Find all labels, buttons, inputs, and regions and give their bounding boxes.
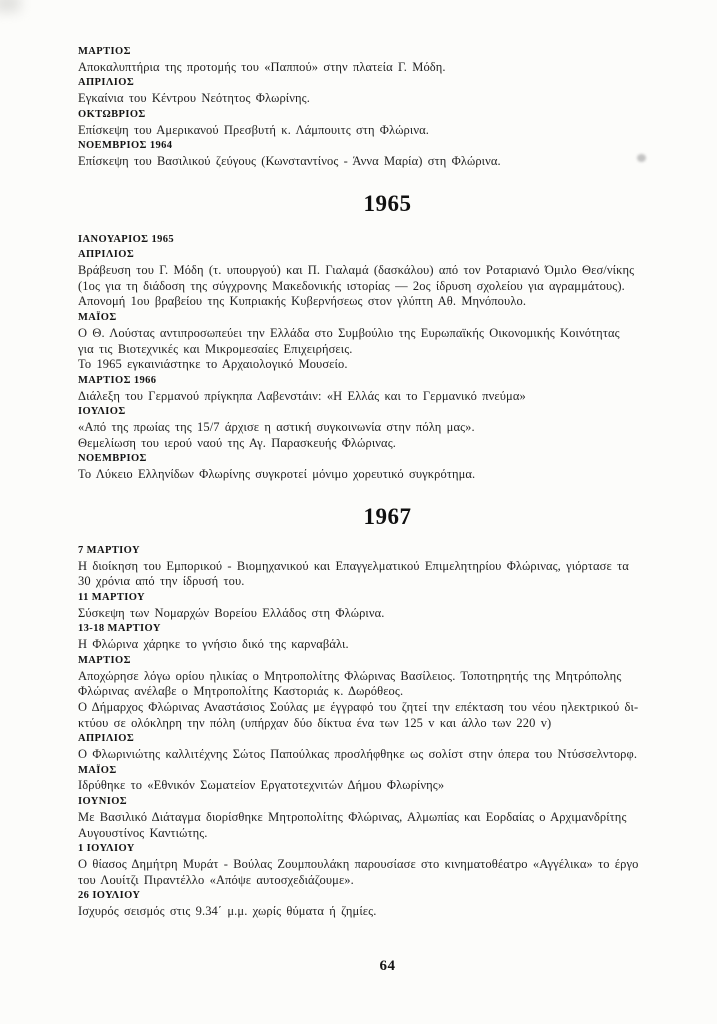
month-heading: 1 ΙΟΥΛΙΟΥ — [78, 843, 135, 855]
entry-line: 30 χρόνια από την ίδρυσή του. — [78, 574, 245, 589]
month-heading: ΙΟΥΛΙΟΣ — [78, 406, 126, 418]
entry-line: Εγκαίνια του Κέντρου Νεότητος Φλωρίνης. — [78, 91, 310, 106]
scan-artifact-dot — [637, 154, 646, 162]
entry-line: Ο Δήμαρχος Φλώρινας Αναστάσιος Σούλας με έγγραφό του ζητεί την επέκταση του νέου ηλεκτρικού δι- — [78, 699, 639, 714]
month-heading: ΜΑΡΤΙΟΣ — [78, 654, 131, 666]
month-heading: ΜΑΡΤΙΟΣ — [78, 46, 131, 57]
month-heading: ΝΟΕΜΒΡΙΟΣ — [78, 453, 147, 465]
month-heading: ΝΟΕΜΒΡΙΟΣ 1964 — [78, 140, 173, 152]
month-heading: 11 ΜΑΡΤΙΟΥ — [78, 591, 146, 603]
month-heading: ΙΟΥΝΙΟΣ — [78, 796, 128, 808]
month-heading: ΜΑΡΤΙΟΣ 1966 — [78, 374, 157, 386]
month-heading: ΟΚΤΩΒΡΙΟΣ — [78, 108, 146, 120]
entry-line: Η Φλώρινα χάρηκε το γνήσιο δικό της καρναβάλι. — [78, 637, 349, 652]
month-heading: ΑΠΡΙΛΙΟΣ — [78, 77, 135, 89]
entry-line: Με Βασιλικό Διάταγμα διορίσθηκε Μητροπολίτης Φλώρινας, Αλμωπίας και Εορδαίας ο Αρχιμανδρίτης — [78, 809, 627, 824]
entry-line: του Λουίτζι Πιραντέλλο «Απόψε αυτοσχεδιάζουμε». — [78, 872, 354, 887]
entry-line: Ο Θ. Λούστας αντιπροσωπεύει την Ελλάδα στο Συμβούλιο της Ευρωπαϊκής Οικονομικής Κοινότητας — [78, 325, 620, 340]
month-heading: ΑΠΡΙΛΙΟΣ — [78, 733, 135, 745]
entry-line: «Από της πρωίας της 15/7 άρχισε η αστική συγκοινωνία στην πόλη μας». — [78, 420, 475, 435]
month-heading: ΙΑΝΟΥΑΡΙΟΣ 1965 — [78, 233, 175, 245]
chronology-section-1965 — [78, 232, 697, 483]
entry-line: Βράβευση του Γ. Μόδη (τ. υπουργού) και Π. Γιαλαμά (δασκάλου) από τον Ροταριανό Όμιλο Θεσ/νίκης — [78, 263, 635, 278]
month-heading: ΜΑΪΟΣ — [78, 764, 117, 776]
entry-line: Διάλεξη του Γερμανού πρίγκηπα Λαβενστάιν: «Η Ελλάς και το Γερμανικό πνεύμα» — [78, 388, 526, 403]
entry-line: Φλώρινας ανέλαβε ο Μητροπολίτης Καστοριάς κ. Δωρόθεος. — [78, 684, 404, 699]
entry-line: κτύου σε ολόκληρη την πόλη (υπήρχαν δύο δίκτυα ένα των 125 v και άλλο των 220 v) — [78, 715, 552, 730]
entry-line: Θεμελίωση του ιερού ναού της Αγ. Παρασκευής Φλώρινας. — [78, 435, 396, 450]
chronology-section-1967 — [78, 543, 697, 920]
month-heading: ΜΑΪΟΣ — [78, 312, 117, 324]
entry-line: Ισχυρός σεισμός στις 9.34΄ μ.μ. χωρίς θύματα ή ζημίες. — [78, 904, 377, 919]
entry-line: Επίσκεψη του Βασιλικού ζεύγους (Κωνσταντίνος - Άννα Μαρία) στη Φλώρινα. — [78, 153, 501, 168]
entry-line: Επίσκεψη του Αμερικανού Πρεσβυτή κ. Λάμπουιτς στη Φλώρινα. — [78, 122, 429, 137]
entry-line: Αποχώρησε λόγω ορίου ηλικίας ο Μητροπολίτης Φλώρινας Βασίλειος. Τοποτηρητής της Μητρόπολης — [78, 668, 622, 683]
entry-line: Το Λύκειο Ελληνίδων Φλωρίνης συγκροτεί μόνιμο χορευτικό συγκρότημα. — [78, 467, 476, 482]
entry-line: Ο Φλωρινιώτης καλλιτέχνης Σώτος Παπούλκας προσλήφθηκε ως σολίστ στην όπερα του Ντύσσελντορφ. — [78, 747, 638, 762]
chronology-section-1964 — [78, 44, 697, 170]
entry-line: Σύσκεψη των Νομαρχών Βορείου Ελλάδος στη Φλώρινα. — [78, 605, 385, 620]
year-heading-1965: 1965 — [363, 190, 412, 216]
entry-line: Ο θίασος Δημήτρη Μυράτ - Βούλας Ζουμπουλάκη παρουσίασε στο κινηματοθέατρο «Αγγέλικα» το έργο — [78, 856, 639, 871]
entry-line: Το 1965 εγκαινιάστηκε το Αρχαιολογικό Μουσείο. — [78, 357, 348, 372]
month-heading: 13-18 ΜΑΡΤΙΟΥ — [78, 623, 161, 635]
entry-line: Απονομή 1ου βραβείου της Κυπριακής Κυβερνήσεως στον γλύπτη Αθ. Μηνόπουλο. — [78, 294, 527, 309]
entry-line: Αποκαλυπτήρια της προτομής του «Παππού» στην πλατεία Γ. Μόδη. — [78, 59, 446, 74]
scan-artifact-corner — [0, 0, 20, 12]
page-number: 64 — [379, 957, 396, 974]
month-heading: ΑΠΡΙΛΙΟΣ — [78, 249, 135, 261]
entry-line: Ιδρύθηκε το «Εθνικόν Σωματείον Εργατοτεχνιτών Δήμου Φλωρίνης» — [78, 778, 445, 793]
entry-line: (1ος για τη διάδοση της σύγχρονης Μακεδονικής ιστορίας — 2ος ίδρυση σχολείου για αγραμμάτους). — [78, 278, 625, 293]
month-heading: 7 ΜΑΡΤΙΟΥ — [78, 544, 140, 556]
entry-line: Η διοίκηση του Εμπορικού - Βιομηχανικού και Επαγγελματικού Επιμελητηρίου Φλώρινας, γιόρτασε τα — [78, 558, 629, 573]
entry-line: για τις Βιοτεχνικές και Μικρομεσαίες Επιχειρήσεις. — [78, 341, 353, 356]
year-heading-1967: 1967 — [363, 503, 412, 529]
entry-line: Αυγουστίνος Καντιώτης. — [78, 825, 208, 840]
month-heading: 26 ΙΟΥΛΙΟΥ — [78, 890, 141, 902]
